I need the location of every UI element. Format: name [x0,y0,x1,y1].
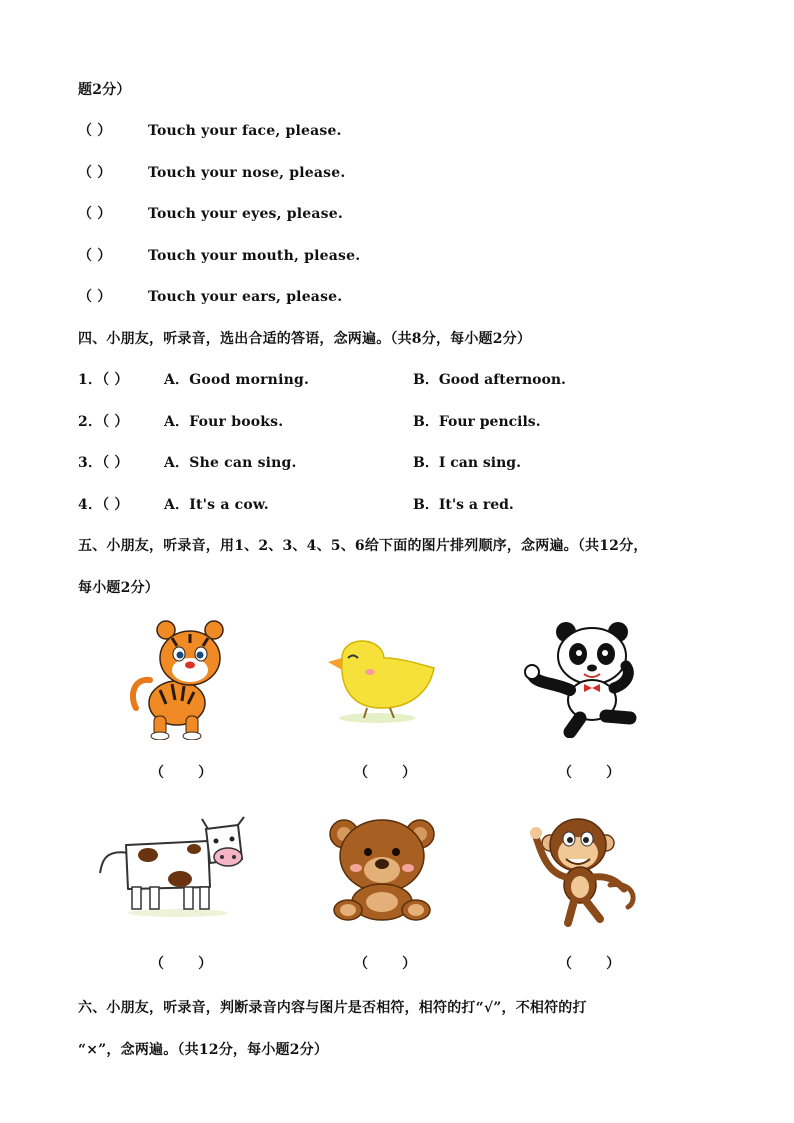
continued-instruction: 题2分） [78,82,131,98]
section6-title-line1: 六、小朋友，听录音，判断录音内容与图片是否相符，相符的打“√”，不相符的打 [78,1000,587,1016]
q-number[interactable]: 4．（ ） [78,497,129,513]
answer-blank[interactable]: （ ） [78,248,112,264]
s4-q1-option-b: B．Good afternoon. [413,372,566,388]
order-blank-3[interactable]: （ ） [558,765,621,781]
order-blank-5[interactable]: （ ） [354,956,417,972]
s3-item-5 [78,286,342,306]
chick-icon [322,630,440,725]
answer-blank[interactable]: （ ） [78,289,112,305]
bear-icon [324,812,440,924]
item-text: Touch your mouth, please. [148,248,361,264]
order-blank-2[interactable]: （ ） [354,765,417,781]
q-number[interactable]: 1．（ ） [78,372,129,388]
option-a: A．She can sing. [164,455,297,471]
section5-title-line2: 每小题2分） [78,580,159,596]
item-text: Touch your nose, please. [148,165,346,181]
answer-blank[interactable]: （ ） [78,206,112,222]
s4-q2-option-b: B．Four pencils. [413,414,541,430]
item-text: Touch your eyes, please. [148,206,343,222]
s4-q2 [78,411,283,431]
q-number[interactable]: 2．（ ） [78,414,129,430]
answer-blank[interactable]: （ ） [78,165,112,181]
s4-q4-option-b: B．It's a red. [413,497,514,513]
order-blank-6[interactable]: （ ） [558,956,621,972]
order-blank-4[interactable]: （ ） [150,956,213,972]
cow-icon [98,815,250,917]
s3-item-3 [78,203,343,223]
item-text: Touch your ears, please. [148,289,343,305]
s3-item-1 [78,120,342,140]
s4-q3 [78,452,297,472]
section5-title-line1: 五、小朋友，听录音，用1、2、3、4、5、6给下面的图片排列顺序，念两遍。（共12分， [78,538,648,554]
s4-q1 [78,369,309,389]
item-text: Touch your face, please. [148,123,342,139]
s3-item-4 [78,245,360,265]
option-a: A．Four books. [164,414,284,430]
s4-q4 [78,494,269,514]
q-number[interactable]: 3．（ ） [78,455,129,471]
panda-icon [522,618,644,738]
tiger-icon [122,618,242,740]
option-a: A．Good morning. [164,372,310,388]
s3-item-2 [78,162,345,182]
option-a: A．It's a cow. [164,497,269,513]
section6-title-line2: “×”，念两遍。（共12分，每小题2分） [78,1042,329,1058]
order-blank-1[interactable]: （ ） [150,765,213,781]
s4-q3-option-b: B．I can sing. [413,455,521,471]
monkey-icon [524,815,644,930]
section4-title: 四、小朋友，听录音，选出合适的答语，念两遍。（共8分，每小题2分） [78,331,532,347]
answer-blank[interactable]: （ ） [78,123,112,139]
